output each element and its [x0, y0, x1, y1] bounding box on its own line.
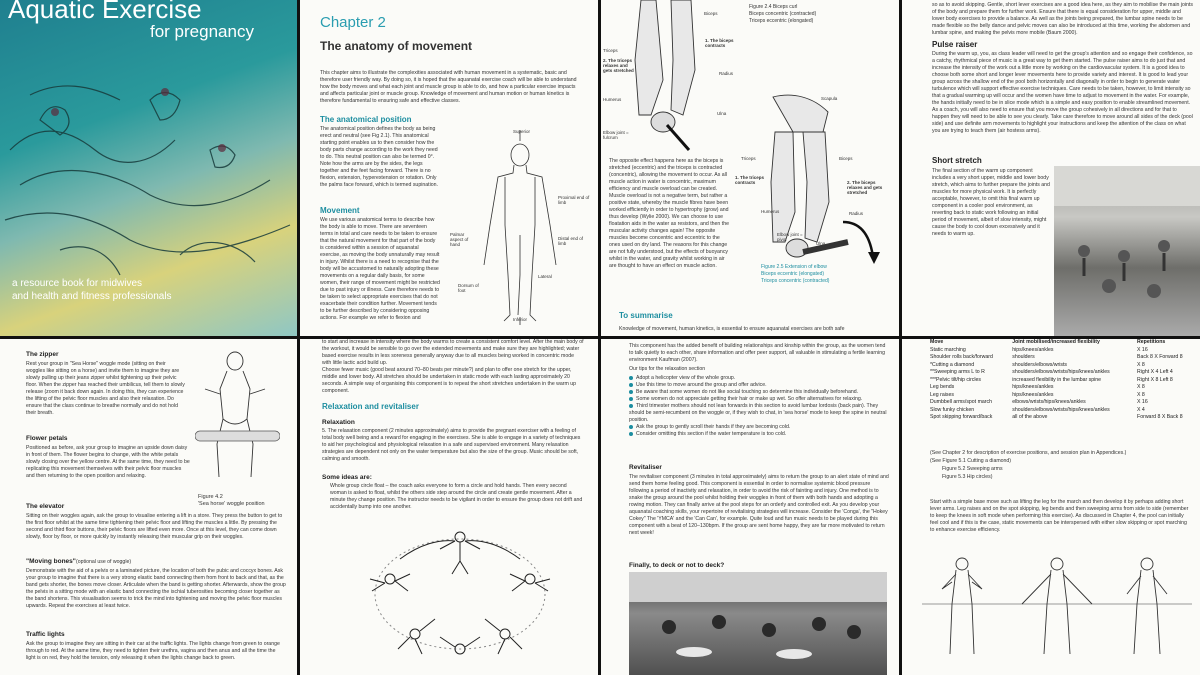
zipper-title: The zipper — [26, 351, 59, 358]
exercise-figures — [922, 544, 1192, 675]
chapter-label: Chapter 2 — [320, 14, 386, 31]
pulse-raiser-text: During the warm up, you, as class leader will need to get the group's attention and so engage their confidence, so a catchy, rhythmical piece of music is a great way to get them started. The pulse raiser aims to do just that and increase the intensity of the work out a little more by working on the cardiovascular system. It is a good idea to choose both some short and longer lever movements here to provide variety and interest. It is good to lead your group across the shallow end of the pool both horizontally and diagonally in order to begin to generate water turbulence which will support effective exercise techniques. Care needs to be taken, however, to limit intensity so that a gradual warming up will occur and the women have time to adjust to movement in the water. For example, the hands initially need to be in slice mode which is a simple and easy position to enable streamlined movement. As a coach, you will also need to ensure that you move the group cohesively in all directions and for that to happen they will need to be able to see you clearly. Take care therefore to move around all sides of the deck (pool side) and use definite arm movements to highlight your instructions and keep the attention of the class on what you are trying to teach them (air hostess arms). — [932, 51, 1193, 134]
page-exercise-table — [902, 339, 1200, 675]
label-dorsum: Dorsum of foot — [458, 283, 479, 293]
table-note-4: Figure 5.3 Hip circles) — [942, 474, 993, 480]
tip-item: Adopt a helicopter view of the whole group. — [629, 375, 891, 382]
label-inferior: Inferior — [513, 317, 528, 322]
anatomical-position-figure — [450, 125, 590, 325]
deck-photo — [629, 572, 887, 675]
table-row: ***Pelvic tilt/hip circles increased flexibility in the lumbar spine Right X 8 Left 8 — [930, 376, 1173, 383]
tip-item: Consider omitting this section if the water temperature is too cold. — [629, 431, 891, 438]
table-row: Static marching hips/knees/ankles X 16 — [930, 346, 1148, 353]
section-movement: Movement — [320, 206, 360, 215]
circle-float-illustration — [360, 519, 560, 669]
table-row: Leg bends hips/knees/ankles X 8 — [930, 384, 1145, 390]
label-triceps-contracts: 1. The triceps contracts — [735, 175, 765, 185]
short-stretch-title: Short stretch — [932, 156, 982, 165]
page-pelvic-floor — [0, 339, 297, 675]
cover-subtitle: for pregnancy — [150, 22, 254, 41]
pulse-raiser-title: Pulse raiser — [932, 40, 978, 49]
elevator-title: The elevator — [26, 503, 65, 510]
elevator-text: Sitting on their woggles again, ask the group to visualise entering a lift in a store. They press the button to get to the first floor whilst at the same time tightening their pelvic floor and lifting the muscles a little. By pressing the second and third floor buttons, their pelvic floors are lifted even more. Once at this level, they can come down slowly, floor by floor, or more quickly by instantly releasing their muscular grip on their woggles. — [26, 513, 283, 540]
label-triceps-2: Triceps — [741, 156, 756, 161]
section-relaxation-revitaliser: Relaxation and revitaliser — [322, 402, 419, 411]
relaxation-title: Relaxation — [322, 419, 355, 426]
ideas-title: Some ideas are: — [322, 474, 372, 481]
page-revitaliser — [601, 339, 899, 675]
label-proximal: Proximal end of limb — [558, 195, 590, 205]
figure-2-5-title: Figure 2.5 Extension of elbow — [761, 264, 827, 270]
page-biceps-curl — [601, 0, 899, 336]
header-move: Move — [930, 339, 944, 345]
label-distal: Distal end of limb — [558, 236, 584, 246]
tip-item: Some women do not appreciate getting their hair or make up wet. So offer alternatives for relaxing. — [629, 396, 891, 403]
label-humerus-1: Humerus — [603, 97, 622, 102]
book-cover — [0, 0, 297, 336]
figure-2-5-line2: Triceps concentric (contracted) — [761, 278, 830, 284]
table-note-3: Figure 5.2 Sweeping arms — [942, 466, 1003, 472]
label-superior: Superior — [513, 129, 531, 134]
warm-up-intro: so as to avoid skipping. Gentle, short lever exercises are a good idea here, as they aim to mobilise the main joints of the body and prepare them for further work. Ensure that there is equal consideration for upper, middle and lower body exercises to provide a balance. As well as the joints being prepared, the lumbar spine needs to be made flexible so the belly dance and pelvic moves can also be introduced at this time, working the abdomen and lumbar spine, and making the pelvis more mobile (Baum 2000). — [932, 2, 1193, 36]
label-triceps-1: Triceps — [603, 48, 618, 53]
zipper-text: Rest your group in "Sea Horse" woggle mode (sitting on their woggles like sitting on a horse) and invite them to imagine they are slowly pulling up their jeans zipper whilst tightening up their pelvic floor. When the zipper has reached their umbilicus, tell them to slowly release (zoom it back down again. In doing this, they can experience the lifting of the pelvic floor muscles and also their relaxation. Do ensure that the class continue to breathe normally and do not hold their breath. — [26, 361, 185, 416]
circle-float-idea: Whole group circle float – the coach asks everyone to form a circle and hold hands. Then every second woman is asked to float, whilst the others side step around the circle and create gentle movement. After a minute they change position. The instructor needs to be vigilant in order to ensure the group does not drift and accidentally bump into one another. — [330, 483, 583, 510]
label-palmar: Palmar aspect of hand — [450, 232, 469, 247]
traffic-lights-title: Traffic lights — [26, 631, 65, 638]
label-biceps-contracts: 1. The biceps contracts — [705, 38, 734, 48]
chapter-title: The anatomy of movement — [320, 39, 473, 53]
table-body-text: Start with a simple base move such as lifting the leg for the march and then develop it by perhaps adding short lever arms. Leg raises and on the spot skipping, leg bends and then sweeping arms from side to side (remember to keep the knees in soft mode when performing this exercise). As discussed in Chapter 4, the pool can initially feel cool and if this is the case, static movements can be interspersed with either slow skipping or spot marching to enhance exercise efficiency. — [930, 499, 1189, 533]
figure-2-4-title: Figure 2.4 Biceps curl — [749, 4, 798, 10]
cover-tagline-2: and health and fitness professionals — [12, 291, 172, 302]
moving-bones-title: "Moving bones" — [26, 558, 76, 565]
table-row: Leg raises hips/knees/ankles X 8 — [930, 391, 1145, 398]
figure-4-2-caption: 'Sea horse' woggle position — [198, 501, 265, 507]
figure-4-2-label: Figure 4.2 — [198, 494, 223, 500]
muscle-action-text: The opposite effect happens here as the biceps is stretched (eccentric) and the triceps is contracted (concentric), allowing the movement to occur. As all muscle action in water is concentric, maximum efficiency and muscle overload can be created. Muscle overload is not a negative term, but rather a positive state, whereby the muscle fibres have been worked efficiently in order to hypertrophy (grow) and thus develop (Wylie 2000). We can choose to use floatation aids in the water as resistors, and then the muscular activity changes again! The opposite muscles become concentric and eccentric to the ones used on dry land. The reasons for this change are not fully understood, but the effects of buoyancy whilst in the water, and gravity whilst working in air are thought to have an effect on muscle action. — [609, 158, 729, 269]
label-lateral: Lateral — [538, 274, 552, 279]
figure-2-4-line1: Biceps concentric (contracted) — [749, 11, 817, 17]
label-elbow-pivot: Elbow joint = pivot — [777, 232, 803, 242]
label-triceps-relaxes: 2. The triceps relaxes and gets stretched — [603, 58, 634, 73]
table-row: *Cutting a diamond shoulders/elbows/wrists X 8 — [930, 361, 1145, 368]
table-row: **Sweeping arms L to R shoulders/elbows/wrists/hips/knees/ankles Right X 4 Left 4 — [930, 369, 1173, 375]
label-scapula: Scapula — [821, 96, 838, 101]
short-stretch-text: The final section of the warm up component includes a very short upper, middle and lower body stretch, which aims to further prepare the joints and muscles for more physical work. It is perfectly acceptable, however, to omit this final warm up component in a cooler pool environment, as reverting back to static work following an initial period of movement, albeit of slow intensity, might cause the body to cool down excessively and it needs to warm up. — [932, 168, 1050, 237]
label-elbow-fulcrum: Elbow joint = fulcrum — [603, 130, 629, 140]
cover-title: Aquatic Exercise — [8, 0, 202, 24]
table-row: Dumbbell arms/spot march elbows/wrists/hips/knees/ankles X 16 — [930, 399, 1148, 405]
page-chapter-2 — [300, 0, 598, 336]
relaxation-benefit-text: This component has the added benefit of building relationships and kinship within the group, as the women tend to talk quietly to each other, share information and offer peer support, all valuable in stimulating a fertile learning environment Kaufman (2007). — [629, 343, 886, 363]
tip-item: Use this time to move around the group and offer advice. — [629, 382, 891, 389]
cool-down-text: to start and increase in intensity where the body warms to create a consistent comfort level. After the main body of the workout, it would be sensible to go over the extended movements and make sure they are highlighted; water based exercise results in less soreness generally anyway due to all muscles being worked in concentric mode with little lactic acid build up. — [322, 339, 584, 366]
tips-intro: Our tips for the relaxation section — [629, 366, 706, 372]
flower-petals-title: Flower petals — [26, 435, 68, 442]
label-biceps-1: Biceps — [704, 11, 718, 16]
chapter-intro: This chapter aims to illustrate the complexities associated with human movement in a systematic, basic and therefore user friendly way. By doing so, it is hoped that the aquanatal exercise coach will be able to understand how the body moves and what each joint and muscle group is able to do, and how a particular exercise impacts and affects particular joint or muscle group. Knowledge of movement and human motion or human kinetics is therefore fundamental to ensuring safe and effective classes. — [320, 70, 577, 104]
moving-bones-note: (optional use of woggle) — [76, 559, 132, 565]
table-row: Shoulder rolls back/forward shoulders Back 8 X Forward 8 — [930, 354, 1183, 360]
tip-item: Third trimester mothers should not lean forwards in this section to avoid lumbar lordosis (back pain). They should be semi-recumbent on the woggle or, if they wish to chat, in 'sea horse' mode to keep the spine in neutral position. — [629, 403, 887, 423]
table-note-2: (See Figure 5.1 Cutting a diamond) — [930, 458, 1012, 464]
sea-horse-woggle-figure — [195, 349, 280, 494]
label-radius-1: Radius — [719, 71, 734, 76]
figure-2-4-line2: Triceps eccentric (elongated) — [749, 18, 814, 24]
revitaliser-title: Revitaliser — [629, 464, 662, 471]
stretch-music-text: Choose fewer music (good beat around 70–80 beats per minute?) and plan to offer one stretch for the upper, middle and lower body. All stretches should be undertaken in static mode with each lasting approximately 20 seconds. A simple way of organising this component is to repeat the short stretches undertaken in the warm up component. — [322, 367, 577, 394]
table-header-row — [928, 339, 1196, 347]
figure-2-5-line1: Biceps eccentric (elongated) — [761, 271, 825, 277]
tip-item: Ask the group to gently scroll their hands if they are becoming cold. — [629, 424, 891, 431]
label-ulna-1: Ulna — [717, 111, 727, 116]
tips-list — [629, 375, 891, 438]
summary-text: Knowledge of movement, human kinetics, is essential to ensure aquanatal exercises are both safe — [619, 326, 845, 332]
anatomical-position-text: The anatomical position defines the body as being erect and neutral (see Fig 2.1). This anatomical starting point enables us to then consider how the body parts change according to the work they need to do. This neutral position can also be termed 0°. Note how the arms are by the sides, the legs together and the feet facing forward. There is no flexion, extension, hyperextension or rotation. Only the palms face forward, which is termed supination. — [320, 126, 438, 188]
section-to-summarise: To summarise — [619, 311, 673, 320]
page-warm-up — [902, 0, 1200, 336]
tip-item: Be aware that some women do not like social touching so determine this individually beforehand. — [629, 389, 891, 396]
table-note-1: (See Chapter 2 for description of exercise positions, and session plan in Appendices.) — [930, 450, 1127, 456]
moving-bones-text: Demonstrate with the aid of a pelvis or a laminated picture, the location of both the pubic and coccyx bones. Ask your group to imagine that there is a very strong elastic band connecting them from front to back and that, as the band gets shorter, the bones move closer. Articulate when the band is getting shorter. Afterwards, show the group the pelvis in a sitting mode with an elastic band connecting the ischial tuberosities becoming closer together as the band shortens. This visualisation seems to trick the mind into tightening and moving the pelvic floor muscles upwards. Repeat the exercises at least twice. — [26, 568, 286, 609]
pool-photo — [1054, 166, 1200, 336]
label-biceps-2: Biceps — [839, 156, 853, 161]
table-row: Slow funky chicken shoulders/elbows/wrists/hips/knees/ankles X 4 — [930, 406, 1145, 413]
movement-text: We use various anatomical terms to describe how the body is able to move. There are seventeen terms in total and care needs to be taken to ensure that the natural movement for that part of the body is considered within a session of aquanatal exercise, as moving the body unnaturally may result in injury. Whilst there is a need to recognise that the body will be accustomed to naturally adopting these movements on a regular daily basis, for some women, their range of movement might be restricted due to past injury or illness. Care therefore needs to be taken to select appropriate exercises that do not exacerbate their condition further. Movement tends to be further described by considering opposing actions. For example we refer to flexion and — [320, 217, 440, 321]
label-humerus-2: Humerus — [761, 209, 780, 214]
header-repetitions: Repetitions — [1137, 339, 1166, 345]
revitaliser-text: The revitaliser component (3 minutes in total approximately) aims to return the group to an alert state of mind and send them home feeling good. This component is essential in order to normalise systemic blood pressure following a period of inactivity and relaxation, in order to avoid the risk of fainting and injury. One method is to snake the group around the pool whilst holding their woggles in front of them with both hands and adopting a rowing motion. They can finally arrive at the pool steps for an orderly and controlled exit. As you develop your aquanatal coaching skills, your repertoire of revitalising strategies will increase. Consider the 'Conga', the "Hokey Cokey" The 'YMCA' and the 'Can Can', for example. Quite loud and fun music needs to be played during this component with a beat of 120–130bpm. If the group are sent home happy, they are far more motivated to return next week! — [629, 474, 889, 536]
header-joint: Joint mobilised/increased flexibility — [1012, 339, 1100, 345]
table-row: Spot skipping forward/back all of the above Forward 8 X Back 8 — [930, 414, 1183, 420]
cover-tagline-1: a resource book for midwives — [12, 278, 143, 289]
page-relaxation — [300, 339, 598, 675]
label-ulna-2: Ulna — [816, 241, 826, 246]
traffic-lights-text: Ask the group to imagine they are sitting in their car at the traffic lights. The lights change from green to orange through to red. At the same time, they need to tighten their urethra, vagina and then anus and all the time the light is on red, they hold the tension, only releasing it when the lights change back to green. — [26, 641, 280, 661]
section-anatomical-position: The anatomical position — [320, 115, 412, 124]
relaxation-text: 5. The relaxation component (2 minutes approximately) aims to provide the pregnant exerciser with a feeling of total body well being and a reward for engaging in the exercises. She is able to engage in a variety of techniques to aid her psychological and physiological relaxation in a safe and supervised environment. Many relaxation strategies are dependent not only on the water temperature but also the size of the group. Music should be soft, calming and smooth. — [322, 428, 581, 462]
label-radius-2: Radius — [849, 211, 864, 216]
warm-up-exercise-table — [928, 339, 1196, 422]
label-biceps-relaxes: 2. The biceps relaxes and gets stretched — [847, 180, 883, 195]
flower-petals-text: Positioned as before, ask your group to imagine an upside down daisy in front of them. The flower begins to change, with the white petals slowly closing over the yellow centre. At the same time, they need to be replicating this movement themselves with their pelvic floor muscles and then returning to the open position and relaxing. — [26, 445, 190, 479]
deck-question-title: Finally, to deck or not to deck? — [629, 562, 725, 569]
